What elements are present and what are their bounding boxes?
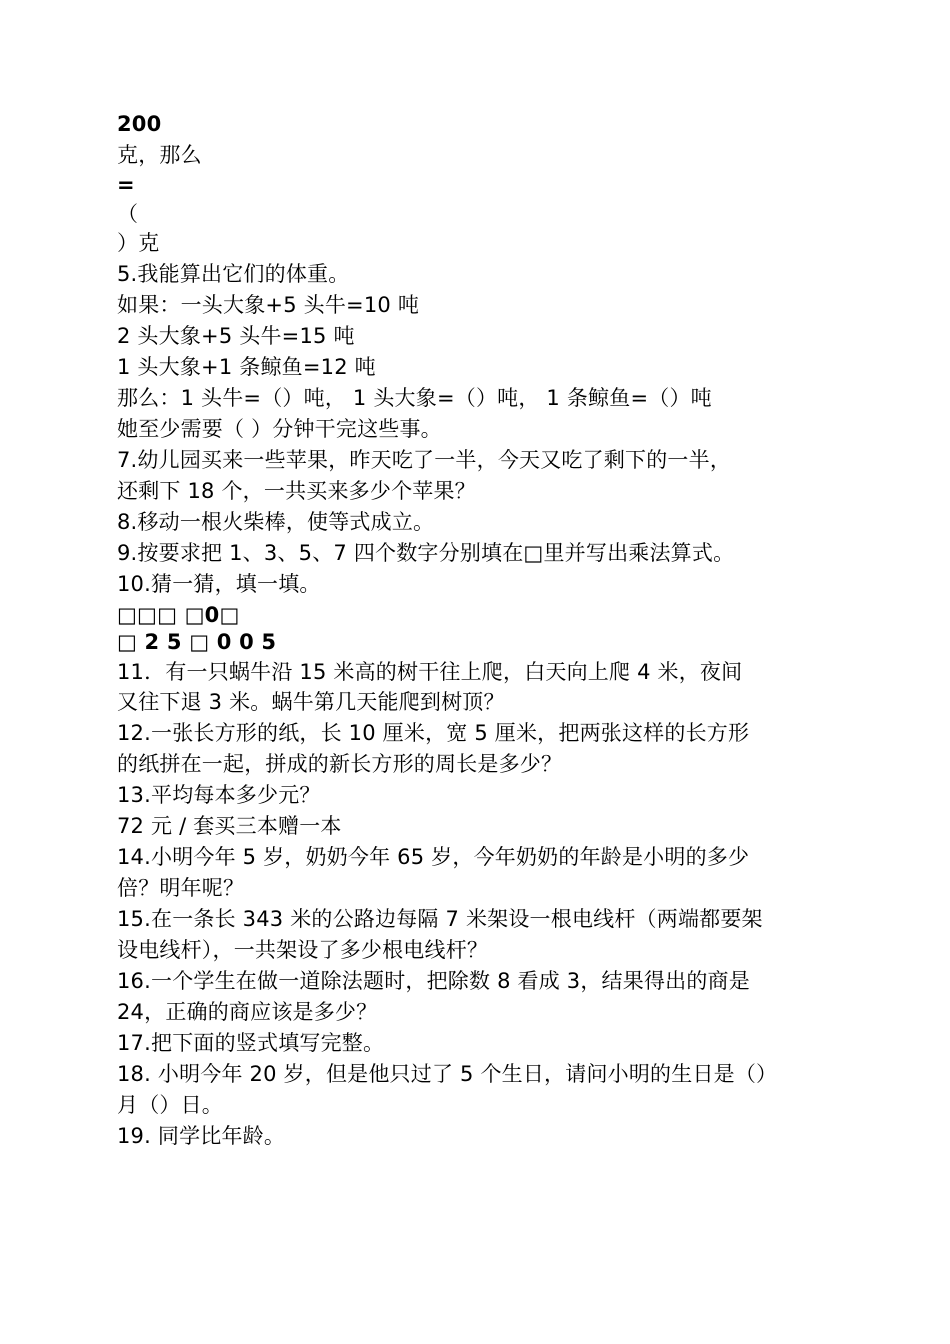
text-line: 她至少需要（ ）分钟干完这些事。 bbox=[117, 417, 442, 441]
text-line: 15.在一条长 343 米的公路边每隔 7 米架设一根电线杆（两端都要架 bbox=[117, 907, 763, 931]
text-line: 200 bbox=[117, 112, 162, 136]
text-line: 那么：1 头牛=（）吨， 1 头大象=（）吨， 1 条鲸鱼=（）吨 bbox=[117, 386, 712, 410]
text-line: 19. 同学比年龄。 bbox=[117, 1124, 286, 1148]
text-line: 7.幼儿园买来一些苹果，昨天吃了一半，今天又吃了剩下的一半， bbox=[117, 448, 732, 472]
text-line: 11．有一只蜗牛沿 15 米高的树干往上爬，白天向上爬 4 米，夜间 bbox=[117, 660, 743, 684]
text-line: 16.一个学生在做一道除法题时，把除数 8 看成 3，结果得出的商是 bbox=[117, 969, 750, 993]
text-line: 24，正确的商应该是多少？ bbox=[117, 1000, 378, 1024]
text-line: ）克 bbox=[117, 231, 160, 255]
text-line: 14.小明今年 5 岁，奶奶今年 65 岁，今年奶奶的年龄是小明的多少 bbox=[117, 845, 750, 869]
text-line: 月（）日。 bbox=[117, 1093, 223, 1117]
text-line: 如果：一头大象+5 头牛=10 吨 bbox=[117, 293, 420, 317]
text-line: 倍？明年呢？ bbox=[117, 876, 245, 900]
text-line: = bbox=[117, 173, 135, 197]
text-line: 还剩下 18 个，一共买来多少个苹果？ bbox=[117, 479, 476, 503]
text-line: 克，那么 bbox=[117, 143, 202, 167]
text-line: □ 2 5 □ 0 0 5 bbox=[117, 630, 277, 654]
text-line: 10.猜一猜，填一填。 bbox=[117, 572, 321, 596]
text-line: 17.把下面的竖式填写完整。 bbox=[117, 1031, 385, 1055]
text-line: 2 头大象+5 头牛=15 吨 bbox=[117, 324, 355, 348]
text-line: 的纸拼在一起，拼成的新长方形的周长是多少？ bbox=[117, 752, 563, 776]
text-line: 72 元 / 套买三本赠一本 bbox=[117, 814, 342, 838]
text-line: 12.一张长方形的纸，长 10 厘米，宽 5 厘米，把两张这样的长方形 bbox=[117, 721, 750, 745]
text-line: □□□ □0□ bbox=[117, 603, 240, 627]
text-line: 设电线杆），一共架设了多少根电线杆？ bbox=[117, 938, 489, 962]
text-line: 13.平均每本多少元？ bbox=[117, 783, 321, 807]
text-line: 18. 小明今年 20 岁，但是他只过了 5 个生日，请问小明的生日是（） bbox=[117, 1062, 778, 1086]
text-line: 1 头大象+1 条鲸鱼=12 吨 bbox=[117, 355, 376, 379]
text-line: 8.移动一根火柴棒，使等式成立。 bbox=[117, 510, 435, 534]
text-line: 又往下退 3 米。蜗牛第几天能爬到树顶？ bbox=[117, 690, 505, 714]
text-line: 5.我能算出它们的体重。 bbox=[117, 262, 350, 286]
text-line: （ bbox=[117, 202, 139, 226]
text-line: 9.按要求把 1、3、5、7 四个数字分别填在□里并写出乘法算式。 bbox=[117, 541, 735, 565]
